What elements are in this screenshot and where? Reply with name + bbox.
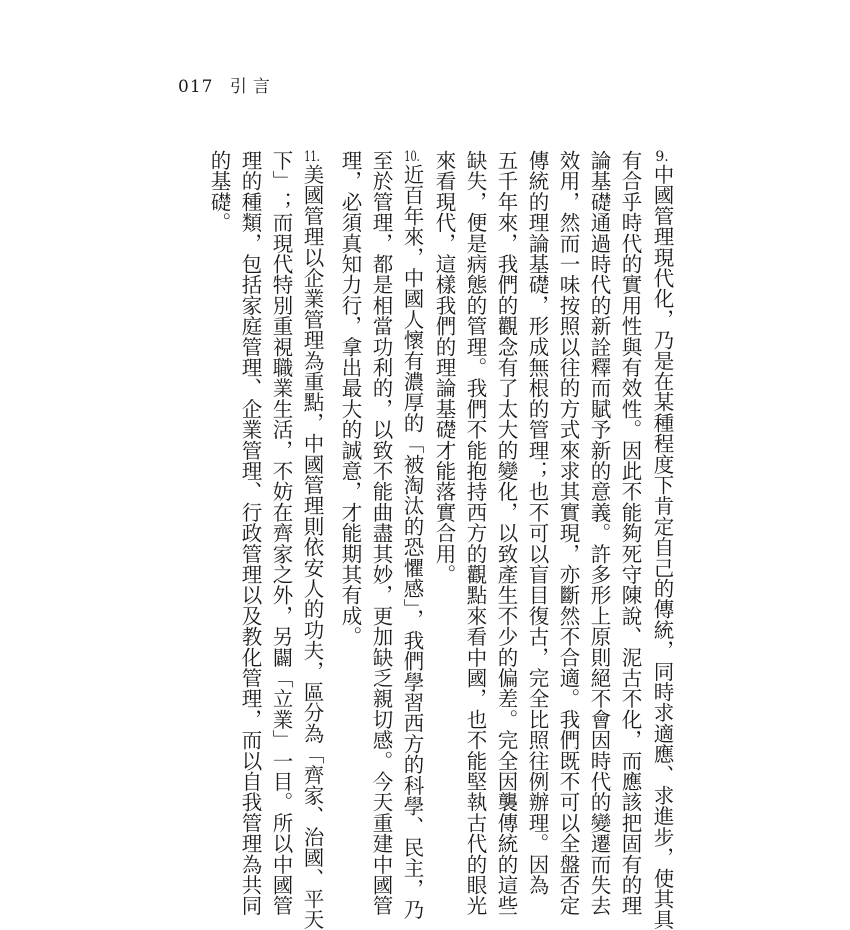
column-text: 來看現代，這樣我們的理論基礎才能落實合用。 <box>432 150 456 585</box>
text-column <box>459 150 490 916</box>
column-text: 論基礎通過時代的新詮釋而賦予新的意義。許多形上原則絕不會因時代的變遷而失去 <box>587 150 611 916</box>
text-column <box>265 150 296 916</box>
text-column <box>203 150 234 233</box>
chapter-title: 引言 <box>229 77 276 97</box>
column-text: 近百年來，中國人懷有濃厚的「被淘汰的恐懼感」，我們學習西方的科學、民主，乃 <box>400 164 424 920</box>
column-text: 缺失，便是病態的管理。我們不能抱持西方的觀點來看中國，也不能堅執古代的眼光 <box>463 150 487 916</box>
running-header <box>178 72 276 97</box>
item-number: 9. <box>655 150 669 164</box>
text-column <box>296 150 327 930</box>
column-text: 下」；而現代特別重視職業生活，不妨在齊家之外，另闢「立業」一目。所以中國管 <box>269 150 293 916</box>
text-column <box>552 150 583 916</box>
item-number: 10. <box>404 150 420 164</box>
page-number: 017 <box>178 77 214 97</box>
text-column <box>614 150 645 916</box>
column-text: 五千年來，我們的觀念有了太大的變化，以致產生不少的偏差。完全因襲傳統的這些 <box>494 150 518 916</box>
column-text: 中國管理現代化，乃是在某種程度下肯定自己的傳統，同時求適應、求進步，使其具 <box>650 164 674 930</box>
text-column <box>234 150 265 916</box>
text-column <box>646 150 677 930</box>
column-text: 至於管理，都是相當功利的，以致不能曲盡其妙，更加缺乏親切感。今天重建中國管 <box>369 150 393 916</box>
text-column <box>490 150 521 916</box>
item-number: 11. <box>304 150 320 164</box>
column-text: 有合乎時代的實用性與有效性。因此不能夠死守陳說、泥古不化，而應該把固有的理 <box>618 150 642 916</box>
text-column <box>365 150 396 916</box>
column-text: 美國管理以企業管理為重點，中國管理則依安人的功夫，區分為「齊家、治國、平天 <box>300 164 324 930</box>
text-column <box>583 150 614 916</box>
text-column <box>334 150 365 647</box>
text-column <box>428 150 459 585</box>
text-column <box>396 150 427 920</box>
column-text: 傳統的理論基礎，形成無根的管理；也不可以盲目復古，完全比照往例辦理。因為 <box>525 150 549 896</box>
text-column <box>521 150 552 895</box>
column-text: 效用，然而一味按照以往的方式來求其實現，亦斷然不合適。我們既不可以全盤否定 <box>556 150 580 916</box>
column-text: 理的種類，包括家庭管理、企業管理、行政管理以及教化管理，而以自我管理為共同 <box>238 150 262 916</box>
column-text: 理，必須真知力行，拿出最大的誠意，才能期其有成。 <box>338 150 362 647</box>
column-text: 的基礎。 <box>207 150 231 233</box>
